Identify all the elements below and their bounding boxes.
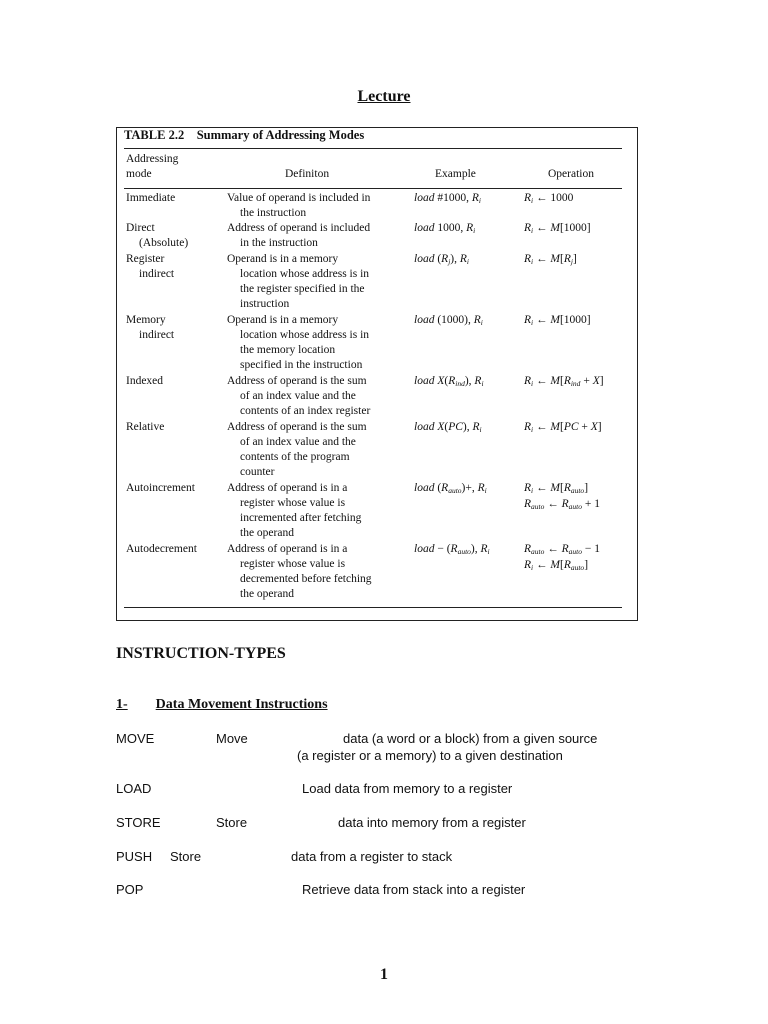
operation-cell: $R_{auto}$ ← $R_{auto} - 1$ bbox=[524, 543, 600, 556]
definition-line: the memory location bbox=[240, 344, 336, 356]
example-cell: load − $(R_{auto})$, $R_i$ bbox=[414, 543, 490, 556]
definition-line: register whose value is bbox=[240, 558, 346, 570]
mode-cell: Register bbox=[126, 253, 165, 265]
instruction-name-pop: POP bbox=[116, 882, 144, 897]
instruction-name-push: PUSH bbox=[116, 849, 153, 864]
subsection-heading bbox=[116, 697, 328, 713]
definition-line: Value of operand is included in bbox=[227, 192, 371, 204]
example-cell: load $X(R_{ind})$, $R_i$ bbox=[414, 375, 484, 388]
mode-cell: indirect bbox=[139, 268, 175, 280]
definition-line: Address of operand is the sum bbox=[227, 421, 367, 433]
table-top-rule bbox=[124, 148, 622, 149]
example-cell: load $(R_j)$, $R_i$ bbox=[414, 253, 470, 266]
definition-line: Address of operand is the sum bbox=[227, 375, 367, 387]
definition-line: Operand is in a memory bbox=[227, 314, 339, 326]
header-mode-line2: mode bbox=[126, 168, 152, 180]
mode-cell: indirect bbox=[139, 329, 175, 341]
example-cell: load 1000, $R_i$ bbox=[414, 222, 476, 235]
header-mode-line1: Addressing bbox=[126, 153, 179, 165]
definition-line: of an index value and the bbox=[240, 390, 356, 402]
instruction-desc-pop: Retrieve data from stack into a register bbox=[302, 882, 526, 897]
example-cell: load #1000, $R_i$ bbox=[414, 192, 481, 205]
definition-line: location whose address is in bbox=[240, 329, 370, 341]
definition-line: the operand bbox=[240, 588, 294, 600]
definition-line: Address of operand is in a bbox=[227, 543, 348, 555]
definition-line: incremented after fetching bbox=[240, 512, 362, 524]
instruction-desc-push: data from a register to stack bbox=[291, 849, 453, 864]
mode-cell: Immediate bbox=[126, 192, 176, 204]
subsection-title: Data Movement Instructions bbox=[155, 697, 328, 712]
definition-line: location whose address is in bbox=[240, 268, 370, 280]
mode-cell: Autodecrement bbox=[126, 543, 197, 555]
header-operation: Operation bbox=[548, 168, 594, 180]
definition-line: Operand is in a memory bbox=[227, 253, 339, 265]
operation-cell: $R_i$ ← M[1000] bbox=[524, 222, 591, 235]
instruction-verb-store: Store bbox=[216, 815, 248, 830]
definition-line: in the instruction bbox=[240, 237, 318, 249]
definition-line: specified in the instruction bbox=[240, 359, 363, 371]
operation-cell: $R_i$ ← $M[R_j]$ bbox=[524, 253, 577, 266]
mode-cell: Direct bbox=[126, 222, 155, 234]
mode-cell: Autoincrement bbox=[126, 482, 195, 494]
operation-cell: $R_i$ ← $M[R_{ind} + X]$ bbox=[524, 375, 604, 388]
definition-line: decremented before fetching bbox=[240, 573, 372, 585]
operation-cell: $R_i$ ← $M[R_{auto}]$ bbox=[524, 559, 589, 572]
mode-cell: Memory bbox=[126, 314, 166, 326]
example-cell: load $(R_{auto})+$, $R_i$ bbox=[414, 482, 487, 495]
definition-line: counter bbox=[240, 466, 275, 478]
mode-cell: (Absolute) bbox=[139, 237, 189, 249]
operation-cell: $R_i$ ← 1000 bbox=[524, 192, 574, 205]
instruction-verb-push: Store bbox=[170, 849, 202, 864]
header-example: Example bbox=[435, 168, 476, 180]
definition-line: of an index value and the bbox=[240, 436, 356, 448]
instruction-desc-move-cont: (a register or a memory) to a given destination bbox=[297, 748, 563, 763]
definition-line: Address of operand is included bbox=[227, 222, 371, 234]
instruction-name-load: LOAD bbox=[116, 781, 152, 796]
subsection-number: 1- bbox=[116, 697, 128, 712]
definition-line: Address of operand is in a bbox=[227, 482, 348, 494]
instruction-desc-load: Load data from memory to a register bbox=[302, 781, 513, 796]
operation-cell: $R_i$ ← M[1000] bbox=[524, 314, 591, 327]
section-heading: INSTRUCTION-TYPES bbox=[116, 645, 286, 662]
definition-line: instruction bbox=[240, 298, 290, 310]
instruction-name-store: STORE bbox=[116, 815, 161, 830]
table-caption: TABLE 2.2 Summary of Addressing Modes bbox=[124, 128, 365, 142]
example-cell: load X(PC), $R_i$ bbox=[414, 421, 482, 434]
definition-line: contents of an index register bbox=[240, 405, 371, 417]
table-header-rule bbox=[124, 188, 622, 189]
definition-line: the operand bbox=[240, 527, 294, 539]
instruction-desc-move: data (a word or a block) from a given source bbox=[343, 731, 598, 746]
operation-cell: $R_i$ ← $M[R_{auto}]$ bbox=[524, 482, 589, 495]
operation-cell: $R_i$ ← M[PC + X] bbox=[524, 421, 602, 434]
operation-cell: $R_{auto}$ ← $R_{auto} + 1$ bbox=[524, 498, 600, 511]
table-bottom-rule bbox=[124, 607, 622, 608]
example-cell: load (1000), $R_i$ bbox=[414, 314, 483, 327]
mode-cell: Relative bbox=[126, 421, 165, 433]
instruction-verb-move: Move bbox=[216, 731, 248, 746]
page-title: Lecture bbox=[357, 88, 411, 105]
instruction-desc-store: data into memory from a register bbox=[338, 815, 526, 830]
header-definition: Definiton bbox=[285, 168, 330, 180]
instruction-name-move: MOVE bbox=[116, 731, 155, 746]
page-number: 1 bbox=[380, 966, 388, 983]
definition-line: the register specified in the bbox=[240, 283, 365, 295]
mode-cell: Indexed bbox=[126, 375, 164, 387]
definition-line: the instruction bbox=[240, 207, 307, 219]
definition-line: register whose value is bbox=[240, 497, 346, 509]
definition-line: contents of the program bbox=[240, 451, 350, 463]
